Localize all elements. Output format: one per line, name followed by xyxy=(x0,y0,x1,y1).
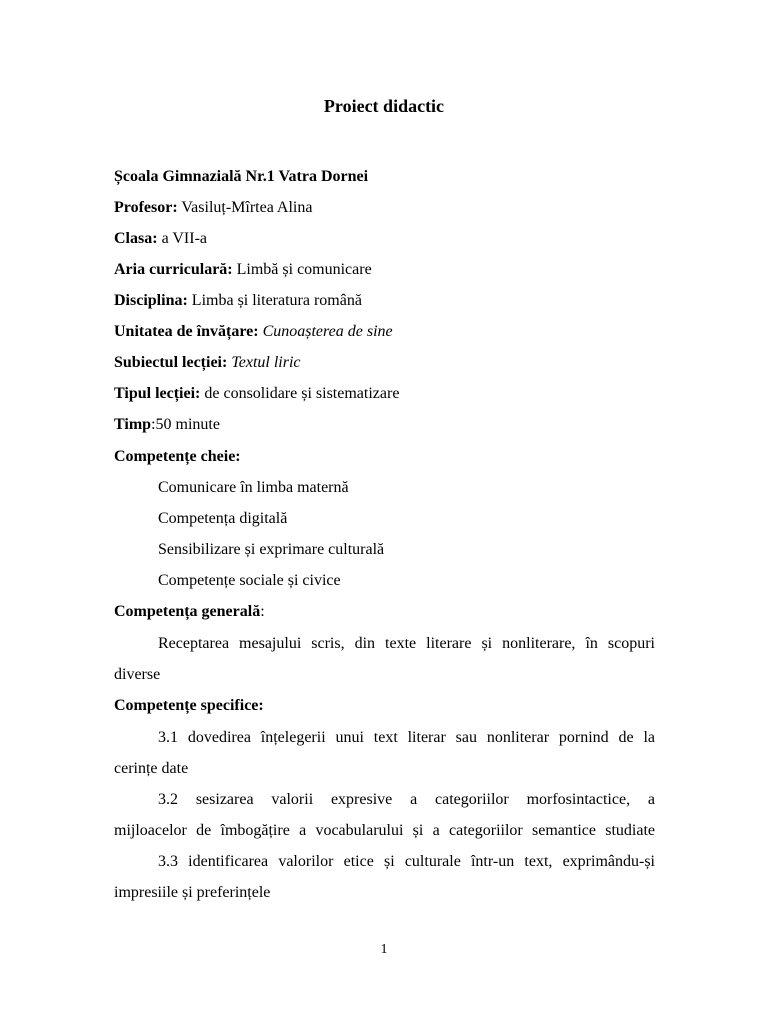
specific-competence-item-line2: impresiile și preferințele xyxy=(114,884,271,901)
field-profesor xyxy=(114,197,655,219)
general-competence-heading xyxy=(114,601,655,623)
page-number: 1 xyxy=(380,942,388,957)
general-competence-text-line2: diverse xyxy=(114,666,161,683)
school-name xyxy=(114,166,655,188)
field-label: Profesor: xyxy=(114,199,178,216)
field-disciplina xyxy=(114,290,655,312)
specific-competences-heading xyxy=(114,695,655,717)
field-value: Limbă și comunicare xyxy=(232,261,372,278)
field-label: Unitatea de învățare: xyxy=(114,323,259,340)
field-clasa xyxy=(114,228,655,250)
school-name-text: Școala Gimnazială Nr.1 Vatra Dornei xyxy=(114,168,369,185)
specific-competence-item-line2: mijloacelor de îmbogățire a vocabularului și a categoriilor semantice studiate xyxy=(114,822,655,839)
field-unitatea-de-invatare xyxy=(114,321,655,343)
field-value: Textul liric xyxy=(227,354,301,371)
key-competence-item: Sensibilizare și exprimare culturală xyxy=(158,541,385,558)
key-competence-item: Competențe sociale și civice xyxy=(158,572,341,589)
field-label: Subiectul lecției: xyxy=(114,354,228,371)
heading-colon: : xyxy=(260,603,265,620)
field-label: Tipul lecției: xyxy=(114,385,201,402)
field-timp xyxy=(114,414,655,436)
field-value: Vasiluț-Mîrtea Alina xyxy=(177,199,313,216)
specific-competence-item-line1: 3.1 dovedirea înțelegerii unui text literar sau nonliterar pornind de la xyxy=(158,729,655,746)
field-label: Timp xyxy=(114,416,152,433)
field-label: Clasa: xyxy=(114,230,158,247)
key-competences-heading xyxy=(114,446,655,468)
specific-competence-item-line1: 3.3 identificarea valorilor etice și culturale într-un text, exprimându-și xyxy=(158,853,655,870)
section-heading: Competențe specifice: xyxy=(114,697,264,714)
field-tipul-lectiei xyxy=(114,383,655,405)
specific-competence-item-line2: cerințe date xyxy=(114,760,189,777)
section-heading: Competențe cheie: xyxy=(114,448,241,465)
field-aria-curriculara xyxy=(114,259,655,281)
section-heading: Competența generală xyxy=(114,603,261,620)
field-value: :50 minute xyxy=(151,416,220,433)
key-competence-item: Competența digitală xyxy=(158,510,288,527)
field-value: Limba și literatura română xyxy=(187,292,362,309)
field-value: Cunoașterea de sine xyxy=(258,323,393,340)
general-competence-text-line1: Receptarea mesajului scris, din texte literare și nonliterare, în scopuri xyxy=(158,635,655,652)
field-label: Aria curriculară: xyxy=(114,261,233,278)
key-competence-item: Comunicare în limba maternă xyxy=(158,479,349,496)
field-value: de consolidare și sistematizare xyxy=(200,385,400,402)
specific-competence-item-line1: 3.2 sesizarea valorii expresive a categoriilor morfosintactice, a xyxy=(158,791,655,808)
field-subiectul-lectiei xyxy=(114,352,655,374)
document-title: Proiect didactic xyxy=(323,96,445,116)
field-label: Disciplina: xyxy=(114,292,188,309)
field-value: a VII-a xyxy=(157,230,208,247)
